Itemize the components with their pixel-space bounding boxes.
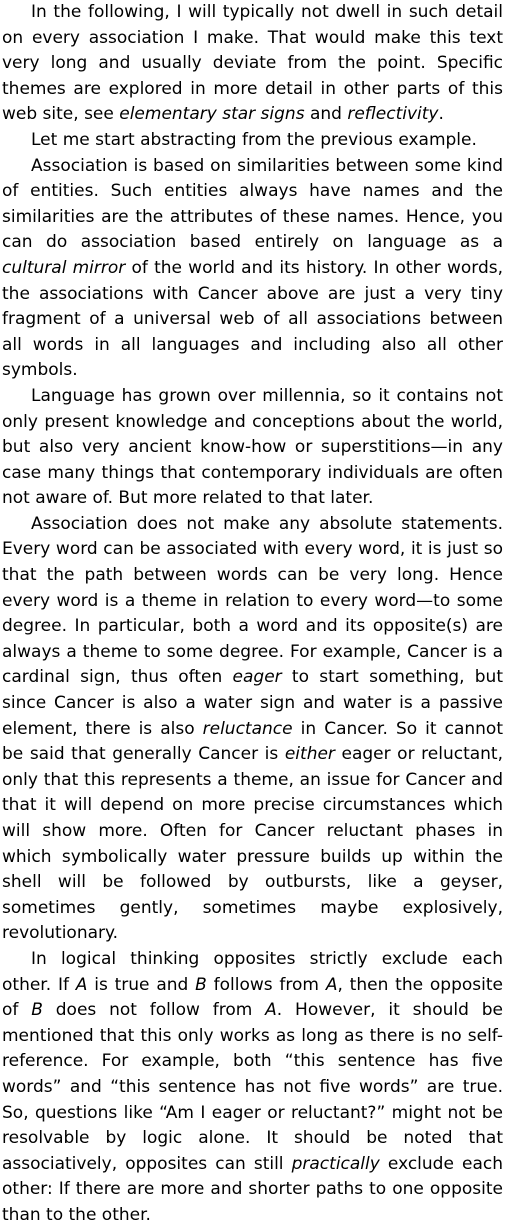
- text-run: to start something, but since Cancer is also a water sign and water is a passive element, there is also: [2, 667, 503, 739]
- text-run: In logical thinking opposites strictly exclude each other. If: [2, 948, 503, 995]
- text-run: In the following, I will typically not dwell in such detail on every association I make. That would make this text very long and usually deviate from the point. Specific themes are explored in more detail in other parts of this web site, see: [2, 2, 503, 125]
- emphasized-text: A: [265, 1000, 277, 1021]
- emphasized-text: practically: [291, 1153, 380, 1174]
- emphasized-text: A: [75, 974, 88, 995]
- emphasized-text: eager: [232, 667, 282, 688]
- text-run: .: [438, 104, 444, 125]
- paragraph-intro: [2, 0, 503, 128]
- emphasized-text: A: [325, 974, 338, 995]
- emphasized-text: cultural mirror: [2, 257, 126, 278]
- paragraph-association-language: [2, 154, 503, 384]
- text-run: is true and: [87, 974, 196, 995]
- emphasized-text: reluctance: [202, 718, 293, 739]
- emphasized-text: reflectivity: [347, 104, 439, 125]
- emphasized-text: B: [31, 1000, 43, 1021]
- paragraph-language-millennia: [2, 384, 503, 512]
- text-run: Language has grown over millennia, so it contains not only present knowledge and conceptions about the world, but also very ancient know-how or superstitions—in any case many things that contemporary individuals are often not aware of. But more related to that later.: [2, 385, 503, 509]
- text-run: Association is based on similarities between some kind of entities. Such entities always have names and the similarities are the attributes of these names. Hence, you can do association based entirely on language as a: [2, 155, 503, 253]
- text-run: , then the opposite of: [2, 974, 503, 1021]
- text-run: follows from: [206, 974, 326, 995]
- text-run: and: [304, 104, 348, 125]
- text-run: Association does not make any absolute statements. Every word can be associated with every word, it is just so that the path between words can be very long. Hence every word is a theme in relation to every word—to some degree. In particular, both a word and its opposite(s) are always a theme to some degree. For example, Cancer is a cardinal sign, thus often: [2, 513, 503, 688]
- text-run: . However, it should be mentioned that this only works as long as there is no self-reference. For example, both “this sentence has five words” and “this sentence has not five words” are true. So, questions like “Am I eager or reluctant?” might not be resolvable by logic alone. It should be noted that associatively, opposites can still: [2, 1000, 503, 1174]
- text-run: exclude each other: If there are more and shorter paths to one opposite than to the other.: [2, 1153, 503, 1225]
- text-run: does not follow from: [42, 1000, 266, 1021]
- emphasized-text: B: [195, 974, 207, 995]
- text-run: eager or reluctant, only that this represents a theme, an issue for Cancer and that it will depend on more precise circumstances which will show more. Often for Cancer reluctant phases in which symbolically water pressure builds up within the shell will be followed by outbursts, like a geyser, sometimes gently, sometimes maybe explosively, revolutionary.: [2, 744, 503, 944]
- paragraph-abstracting: [2, 128, 503, 154]
- text-run: of the world and its history. In other words, the associations with Cancer above are just a very tiny fragment of a universal web of all associations between all words in all languages and including also all other symbols.: [2, 257, 503, 381]
- paragraph-logical-thinking: [2, 947, 503, 1229]
- text-run: in Cancer. So it cannot be said that generally Cancer is: [2, 718, 503, 765]
- emphasized-text: elementary star signs: [119, 104, 305, 125]
- paragraph-no-absolute-statements: [2, 512, 503, 947]
- text-run: Let me start abstracting from the previous example.: [31, 129, 477, 150]
- emphasized-text: either: [284, 744, 335, 765]
